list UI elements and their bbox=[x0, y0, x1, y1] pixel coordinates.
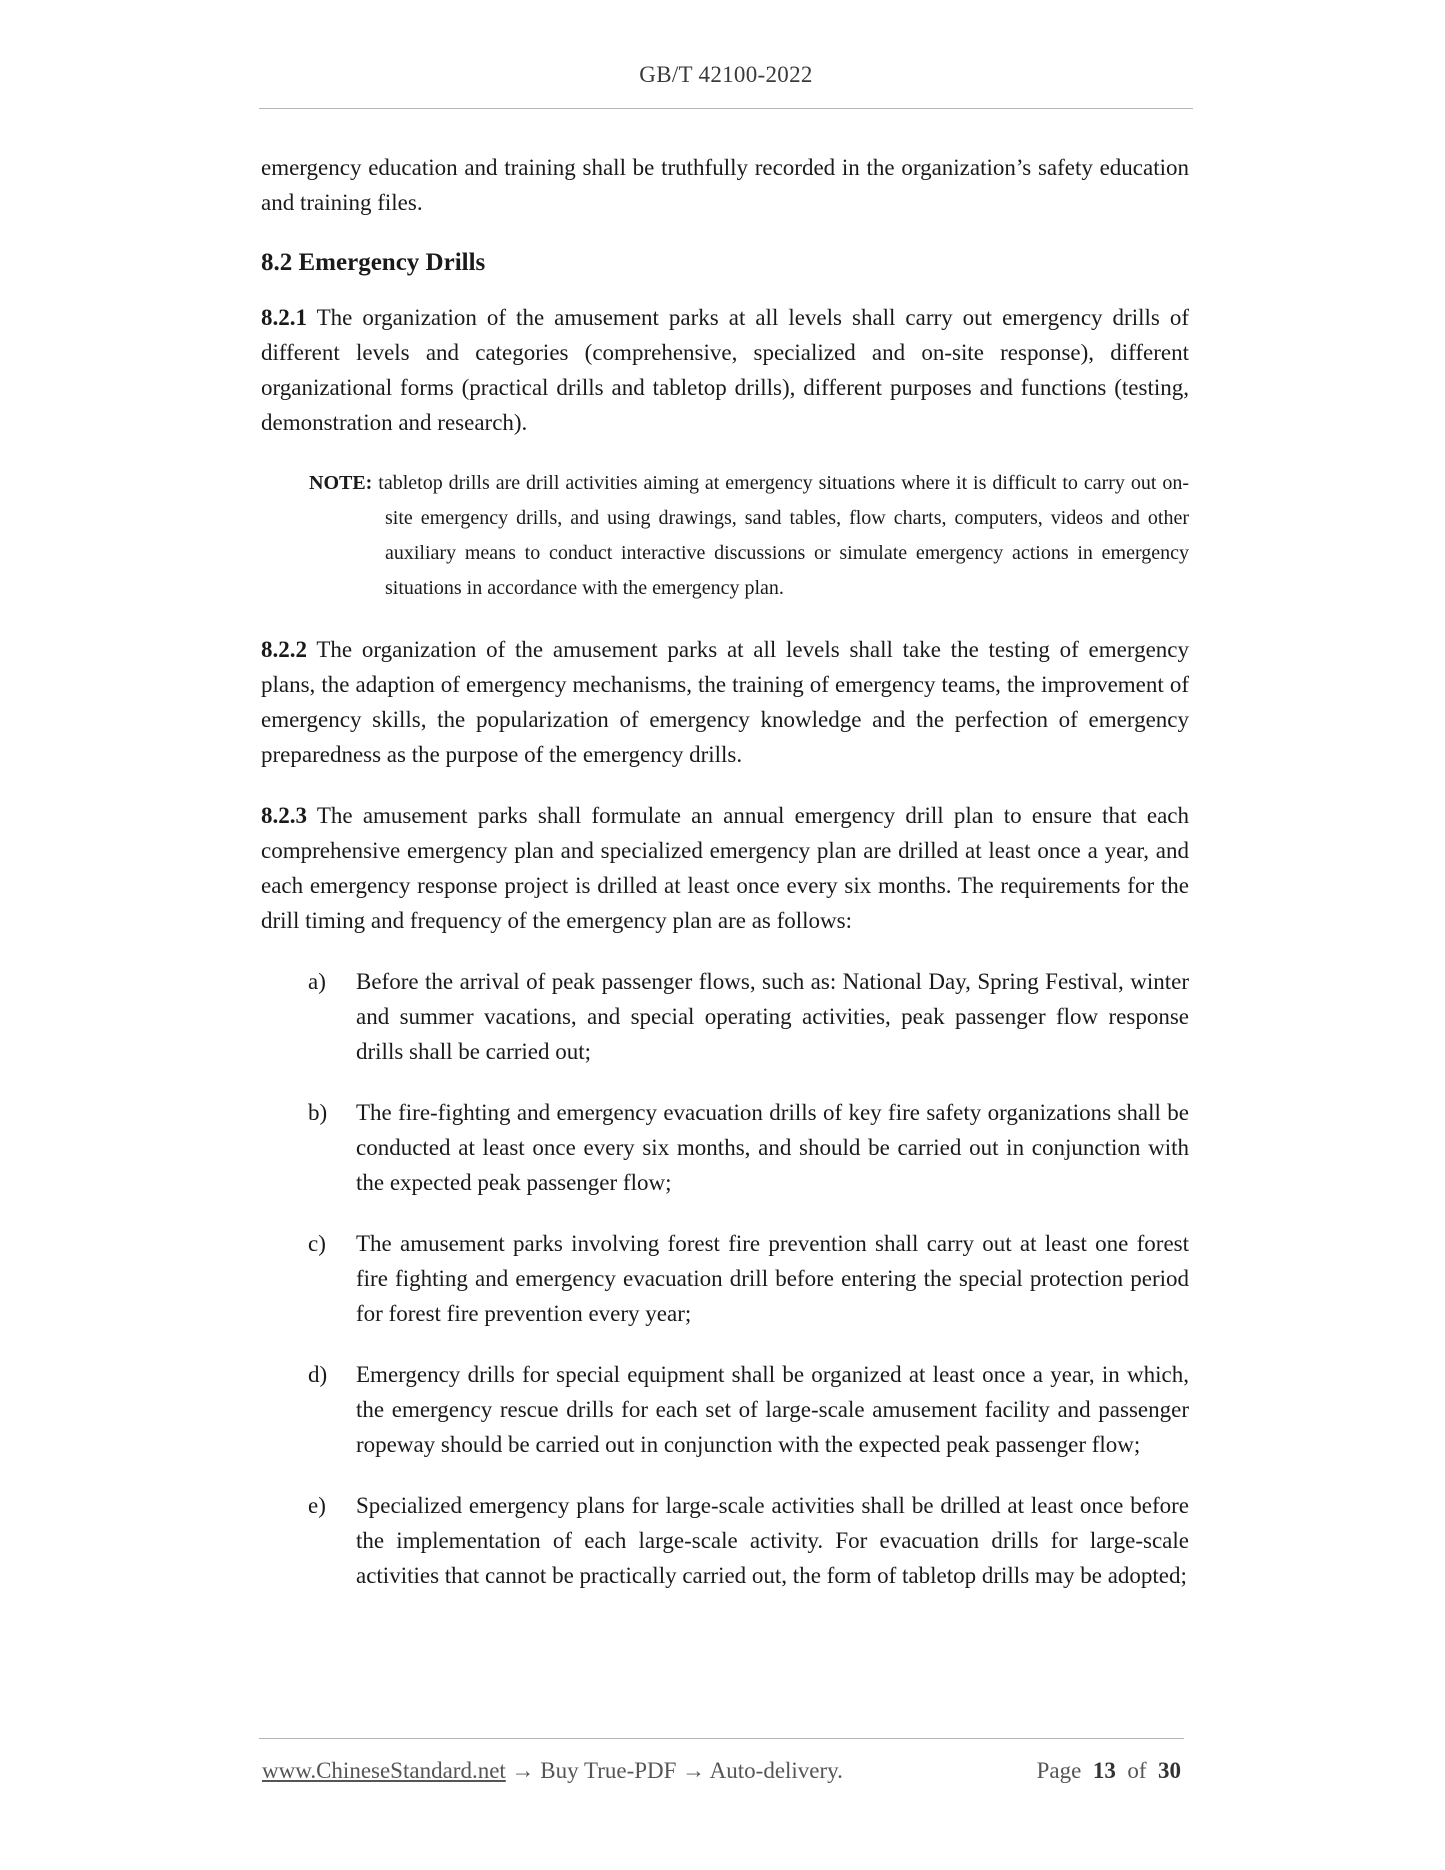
section-heading: 8.2 Emergency Drills bbox=[261, 249, 486, 276]
site-link[interactable]: www.ChineseStandard.net bbox=[262, 1758, 506, 1783]
document-body bbox=[261, 150, 1189, 1619]
list-marker: b) bbox=[308, 1100, 328, 1125]
footer-divider bbox=[259, 1738, 1184, 1739]
clause-8-2-1 bbox=[261, 300, 1189, 440]
clause-8-2-2 bbox=[261, 632, 1189, 772]
clause-text: The organization of the amusement parks at all levels shall carry out emergency drills of different levels and categories (comprehensive, specialized and on-site response), different organizational forms (practical drills and tabletop drills), different purposes and functions (testing, demonstration and research). bbox=[261, 305, 1189, 435]
clause-text: The organization of the amusement parks at all levels shall take the testing of emergency plans, the adaption of emergency mechanisms, the training of emergency teams, the improvement of emergency skills, the popularization of emergency knowledge and the perfection of emergency preparedness as the purpose of the emergency drills. bbox=[261, 637, 1189, 767]
footer-site-info bbox=[262, 1758, 843, 1784]
page-label: Page bbox=[1036, 1758, 1082, 1783]
list-marker: c) bbox=[308, 1231, 326, 1256]
header-divider bbox=[259, 108, 1193, 109]
clause-number: 8.2.2 bbox=[261, 637, 307, 662]
clause-8-2-3 bbox=[261, 798, 1189, 938]
intro-paragraph: emergency education and training shall be truthfully recorded in the organization’s safety education and training files. bbox=[261, 155, 1189, 215]
list-marker: a) bbox=[308, 969, 326, 994]
page-total: 30 bbox=[1158, 1758, 1181, 1783]
footer-tagline: → Buy True-PDF → Auto-delivery. bbox=[505, 1758, 843, 1783]
list-item bbox=[261, 1095, 1189, 1200]
page-current: 13 bbox=[1092, 1758, 1116, 1783]
page-header-standard-code: GB/T 42100-2022 bbox=[639, 62, 813, 87]
clause-number: 8.2.3 bbox=[261, 803, 307, 828]
page-of-label: of bbox=[1127, 1758, 1147, 1783]
list-text: The fire-fighting and emergency evacuation drills of key fire safety organizations shall be conducted at least once every six months, and should be carried out in conjunction with the expected peak passenger flow; bbox=[356, 1100, 1189, 1195]
note-text: tabletop drills are drill activities aiming at emergency situations where it is difficult to carry out on-site emergency drills, and using drawings, sand tables, flow charts, computers, videos and other auxiliary means to conduct interactive discussions or simulate emergency actions in emergency situations in accordance with the emergency plan. bbox=[372, 472, 1189, 599]
list-item bbox=[261, 1488, 1189, 1593]
list-marker: e) bbox=[308, 1493, 326, 1518]
note-label: NOTE: bbox=[309, 472, 373, 494]
list-text: Emergency drills for special equipment shall be organized at least once a year, in which, the emergency rescue drills for each set of large-scale amusement facility and passenger ropeway should be carried out in conjunction with the expected peak passenger flow; bbox=[356, 1362, 1189, 1457]
list-marker: d) bbox=[308, 1362, 328, 1387]
page-indicator bbox=[1037, 1758, 1181, 1784]
clause-number: 8.2.1 bbox=[261, 305, 307, 330]
note-block bbox=[309, 466, 1189, 606]
list-item bbox=[261, 964, 1189, 1069]
list-text: Before the arrival of peak passenger flows, such as: National Day, Spring Festival, winter and summer vacations, and special operating activities, peak passenger flow response drills shall be carried out; bbox=[356, 969, 1189, 1064]
list-item bbox=[261, 1226, 1189, 1331]
list-text: Specialized emergency plans for large-scale activities shall be drilled at least once before the implementation of each large-scale activity. For evacuation drills for large-scale activities that cannot be practically carried out, the form of tabletop drills may be adopted; bbox=[356, 1493, 1189, 1588]
list-item bbox=[261, 1357, 1189, 1462]
list-text: The amusement parks involving forest fire prevention shall carry out at least one forest fire fighting and emergency evacuation drill before entering the special protection period for forest fire prevention every year; bbox=[356, 1231, 1189, 1326]
clause-text: The amusement parks shall formulate an annual emergency drill plan to ensure that each comprehensive emergency plan and specialized emergency plan are drilled at least once a year, and each emergency response project is drilled at least once every six months. The requirements for the drill timing and frequency of the emergency plan are as follows: bbox=[261, 803, 1189, 933]
